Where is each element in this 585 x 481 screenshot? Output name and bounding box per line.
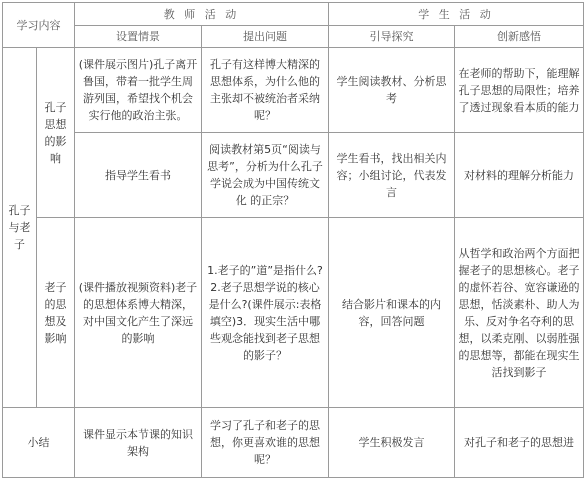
summary-label: 小结: [3, 408, 75, 478]
insight-cell: 从哲学和政治两个方面把握老子的思想核心。老子的虚怀若谷、宽容谦逊的思想，恬淡素朴、助人为乐、反对争名夺利的思想，以柔克刚、以弱胜强的思想等，都能在现实生活找到影子: [455, 218, 584, 408]
section-label-confucius: 孔子思想的影响: [37, 48, 75, 218]
inquiry-cell: 学生积极发言: [329, 408, 455, 478]
insight-cell: 在老师的帮助下，能理解孔子思想的局限性；培养了透过现象看本质的能力: [455, 48, 584, 133]
inquiry-cell: 结合影片和课本的内容，回答问题: [329, 218, 455, 408]
summary-row: [3, 408, 584, 478]
inquiry-cell: 学生阅读教材、分析思考: [329, 48, 455, 133]
scenario-cell: 指导学生看书: [75, 133, 202, 218]
question-cell: 学习了孔子和老子的思想，你更喜欢谁的思想呢？: [202, 408, 329, 478]
table-row: [3, 48, 584, 133]
inquiry-cell: 学生看书，找出相关内容；小组讨论，代表发言: [329, 133, 455, 218]
header-teacher-activity: 教 师 活 动: [75, 3, 329, 26]
scenario-cell: 课件显示本节课的知识架构: [75, 408, 202, 478]
table-row: [3, 218, 584, 408]
header-guided-inquiry: 引导探究: [329, 26, 455, 48]
header-raise-question: 提出问题: [202, 26, 329, 48]
header-row-sub: [3, 26, 584, 48]
table-row: [3, 133, 584, 218]
header-row-main: [3, 3, 584, 26]
question-cell: 阅读教材第5页“阅读与思考”，分析为什么孔子学说会成为中国传统文化 的正宗？: [202, 133, 329, 218]
question-cell: 1.老子的”道”是指什么?2.老子思想学说的核心是什么?(课件展示:表格填空)3．现实生活中哪些观念能找到老子思想的影子？: [202, 218, 329, 408]
lesson-plan-table: [2, 2, 584, 478]
question-cell: 孔子有这样博大精深的思想体系，为什么他的主张却不被统治者采纳呢？: [202, 48, 329, 133]
scenario-cell: (课件展示图片)孔子离开鲁国，带着一批学生周游列国，希望找个机会实行他的政治主张。: [75, 48, 202, 133]
topic-cell: 孔子与老子: [3, 48, 37, 408]
insight-cell: 对材料的理解分析能力: [455, 133, 584, 218]
header-innovation: 创新感悟: [455, 26, 584, 48]
header-study-content: 学习内容: [3, 3, 75, 48]
header-setting-scenario: 设置情景: [75, 26, 202, 48]
header-student-activity: 学 生 活 动: [329, 3, 584, 26]
scenario-cell: (课件播放视频资料)老子的思想体系博大精深，对中国文化产生了深远的影响: [75, 218, 202, 408]
insight-cell: 对孔子和老子的思想进: [455, 408, 584, 478]
section-label-laozi: 老子的思想及影响: [37, 218, 75, 408]
